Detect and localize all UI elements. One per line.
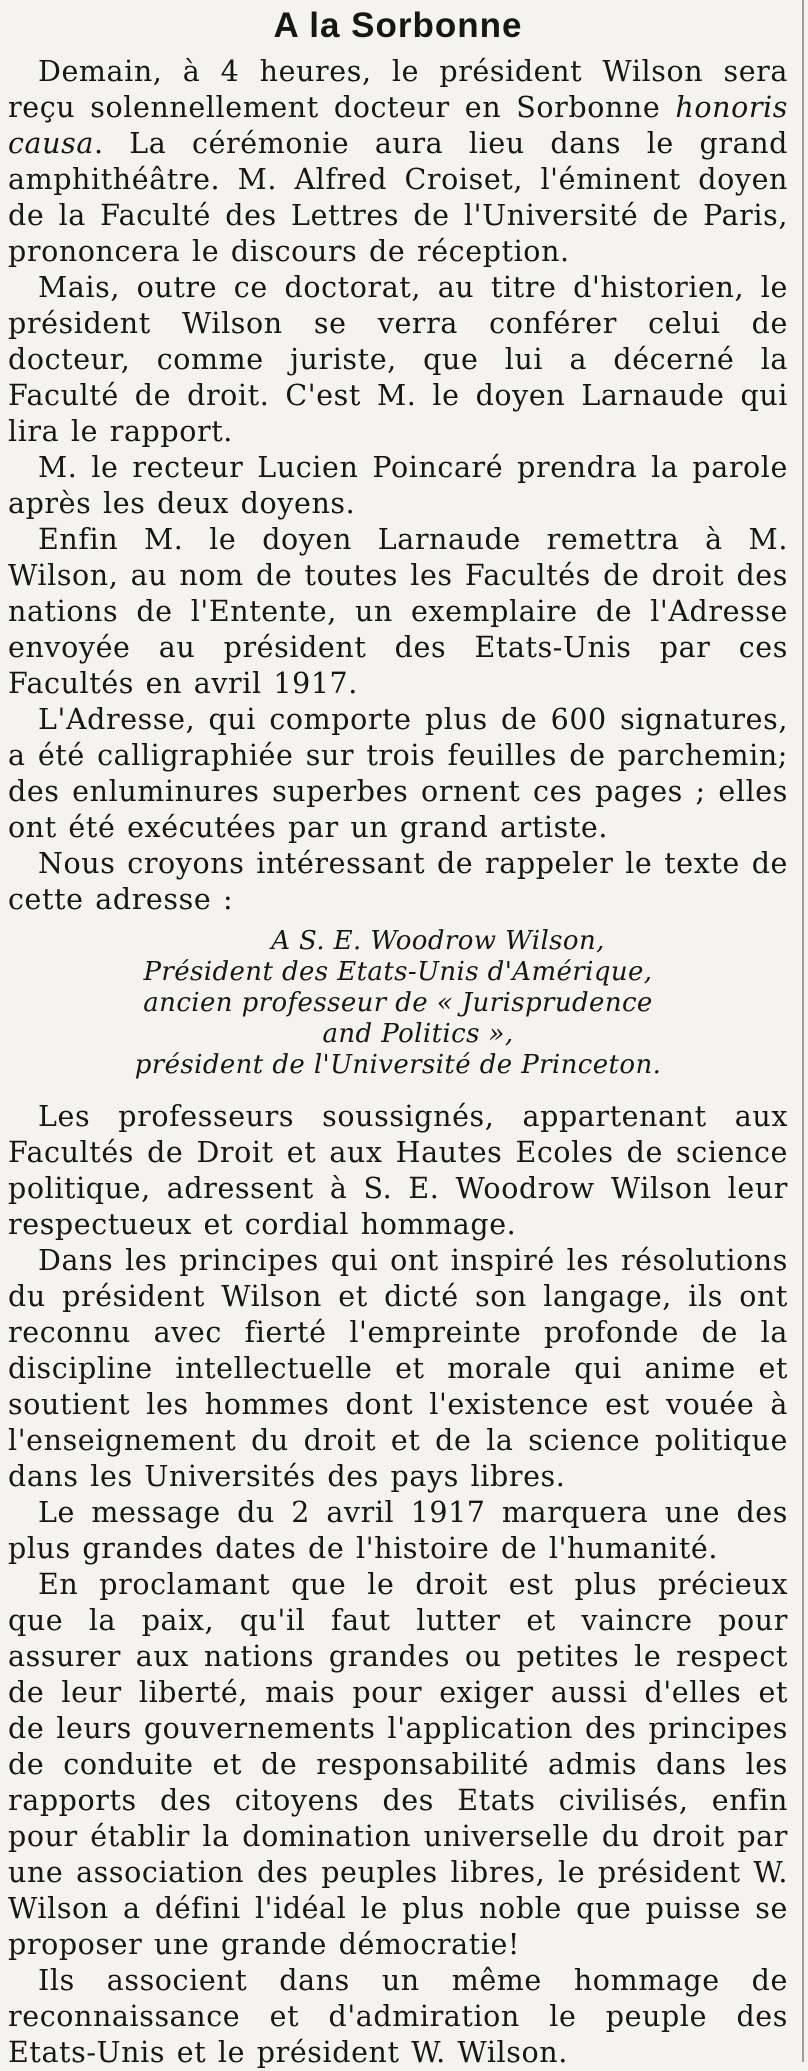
paragraph-ideal: En proclamant que le droit est plus précieux que la paix, qu'il faut lutter et vaincre pour assurer aux nations grandes ou petites le respect de leur liberté, mais pour exiger aussi d'elles et de leurs gouvernements l'application des principes de conduite et de responsabilité admis dans les rapports des citoyens des Etats civilisés, enfin pour établir la domination universelle du droit par une association des peuples libres, le président W. Wilson a défini l'idéal le plus noble que puisse se proposer une grande démocratie!: [8, 1568, 788, 1961]
paragraph-law-doctorate: Mais, outre ce doctorat, au titre d'historien, le président Wilson se verra conférer celui de docteur, comme juriste, que lui a décerné la Faculté de droit. C'est M. le doyen Larnaude qui lira le rapport.: [8, 271, 788, 448]
paragraph-principles: Dans les principes qui ont inspiré les résolutions du président Wilson et dicté son langage, ils ont reconnu avec fierté l'empreinte profonde de la discipline intellectuelle et morale qui anime et soutient les hommes dont l'existence est vouée à l'enseignement du droit et de la science politique dans les Universités des pays libres.: [8, 1244, 788, 1493]
paragraph-signatures: L'Adresse, qui comporte plus de 600 signatures, a été calligraphiée sur trois feuilles de parchemin; des enluminures superbes ornent ces pages ; elles ont été exécutées par un grand artiste.: [8, 703, 788, 844]
column-rule: [802, 0, 804, 2062]
paragraph-message-date: Le message du 2 avril 1917 marquera une des plus grandes dates de l'histoire de l'humanité.: [8, 1496, 788, 1565]
paragraph-rector: M. le recteur Lucien Poincaré prendra la parole après les deux doyens.: [8, 451, 788, 520]
honoris-causa-italic: honoris causa: [8, 91, 788, 160]
address-line: président de l'Université de Princeton.: [134, 1050, 662, 1080]
address-salutation: [8, 926, 788, 1081]
address-line: ancien professeur de « Jurisprudence: [143, 988, 653, 1018]
paragraph-ceremony-text-b: . La cérémonie aura lieu dans le grand amphithéâtre. M. Alfred Croiset, l'éminent doyen de la Faculté des Lettres de l'Université de Paris, prononcera le discours de réception.: [8, 127, 788, 268]
address-line: and Politics »,: [322, 1019, 514, 1049]
paragraph-ceremony: [8, 54, 788, 270]
paragraph-address-delivery: Enfin M. le doyen Larnaude remettra à M. Wilson, au nom de toutes les Facultés de droit des nations de l'Entente, un exemplaire de l'Adresse envoyée au président des Etats-Unis par ces Facultés en avril 1917.: [8, 523, 788, 700]
paragraph-homage: Ils associent dans un même hommage de reconnaissance et d'admiration le peuple des Etats-Unis et le président W. Wilson.: [8, 1964, 788, 2069]
paragraph-professors: Les professeurs soussignés, appartenant aux Facultés de Droit et aux Hautes Ecoles de science politique, adressent à S. E. Woodrow Wilson leur respectueux et cordial hommage.: [8, 1100, 788, 1241]
address-line: A S. E. Woodrow Wilson,: [271, 926, 605, 956]
paragraph-ceremony-text-a: Demain, à 4 heures, le président Wilson sera reçu solennellement docteur en Sorbonne: [8, 55, 788, 124]
paragraph-intro-address: Nous croyons intéressant de rappeler le texte de cette adresse :: [8, 847, 788, 916]
address-line: Président des Etats-Unis d'Amérique,: [143, 957, 653, 987]
article-title: A la Sorbonne: [273, 6, 523, 45]
